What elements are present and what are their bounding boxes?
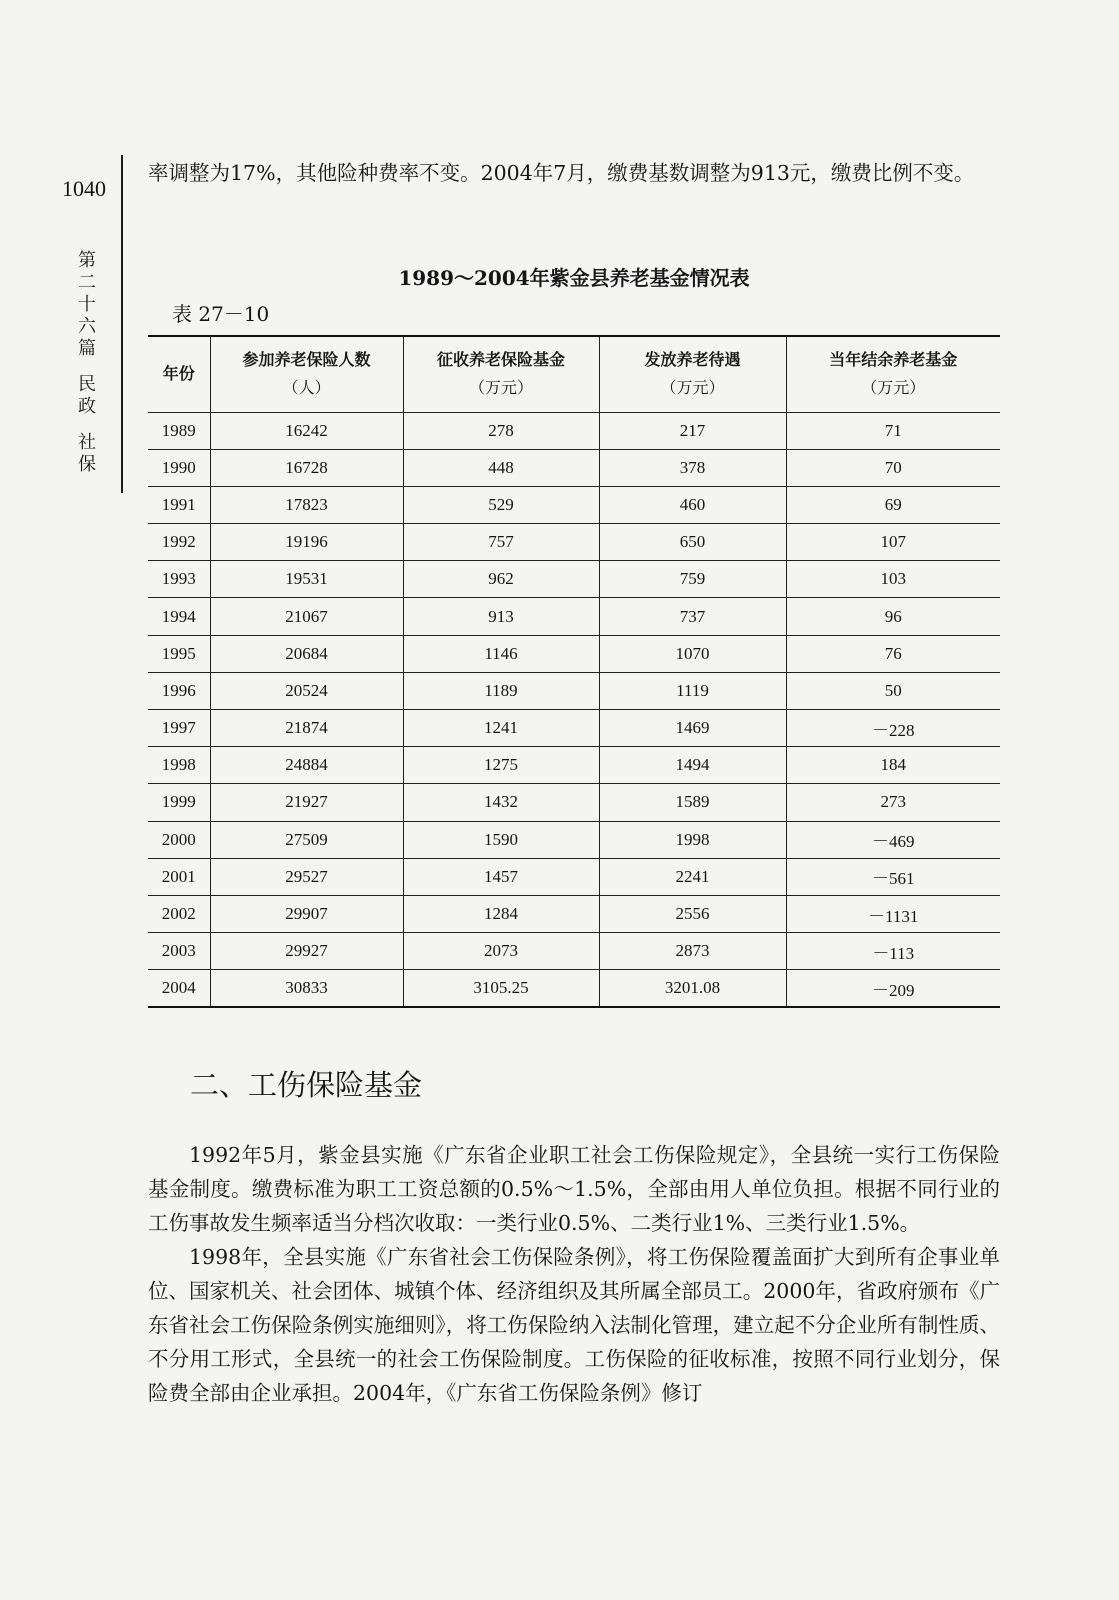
side-title-char: 第 [78, 250, 96, 271]
table-cell: 278 [403, 412, 599, 449]
table-cell: 460 [599, 486, 786, 523]
table-cell: 2001 [148, 858, 210, 895]
column-header-label: 征收养老保险基金 [436, 350, 565, 370]
table-cell: 20684 [210, 635, 403, 672]
column-header [599, 336, 786, 412]
table-cell: 1275 [403, 747, 599, 784]
table-cell: 1996 [148, 672, 210, 709]
table-body [148, 412, 1000, 1007]
side-title-gap [74, 418, 100, 432]
table-title: 1989～2004年紫金县养老基金情况表 [398, 266, 750, 290]
table-cell: 16242 [210, 412, 403, 449]
table-cell: 21874 [210, 710, 403, 747]
table-cell: 30833 [210, 970, 403, 1007]
side-title-char: 十 [78, 294, 96, 315]
table-cell: 69 [786, 486, 1000, 523]
table-cell: 1994 [148, 598, 210, 635]
column-header [148, 336, 210, 412]
page-number: 1040 [62, 176, 106, 201]
table-cell: 184 [786, 747, 1000, 784]
table-row [148, 672, 1000, 709]
table-row [148, 710, 1000, 747]
table-cell: 76 [786, 635, 1000, 672]
table-cell: 19531 [210, 561, 403, 598]
column-header-label: 年份 [162, 364, 195, 384]
table-cell: 737 [599, 598, 786, 635]
column-header-unit: （万元） [660, 378, 725, 398]
table-row [148, 933, 1000, 970]
table-cell: 1469 [599, 710, 786, 747]
table-cell: 2873 [599, 933, 786, 970]
table-header-row [148, 336, 1000, 412]
table-row [148, 747, 1000, 784]
table-cell: 378 [599, 449, 786, 486]
table-cell: 50 [786, 672, 1000, 709]
column-header [786, 336, 1000, 412]
side-title-char: 社 [78, 432, 96, 453]
table-cell: 2073 [403, 933, 599, 970]
table-cell: 529 [403, 486, 599, 523]
table-cell: 2556 [599, 895, 786, 932]
table-cell: 1432 [403, 784, 599, 821]
table-cell: 1992 [148, 524, 210, 561]
table-row [148, 449, 1000, 486]
table-cell: 1997 [148, 710, 210, 747]
table-row [148, 858, 1000, 895]
table-cell: 2000 [148, 821, 210, 858]
table-cell: 1241 [403, 710, 599, 747]
intro-text: 率调整为17%，其他险种费率不变。2004年7月，缴费基数调整为913元，缴费比例不变。 [148, 161, 975, 185]
table-cell: 1146 [403, 635, 599, 672]
table-row [148, 970, 1000, 1007]
column-header-unit: （人） [282, 378, 331, 398]
table-row [148, 598, 1000, 635]
table-cell: －209 [786, 970, 1000, 1007]
table-row [148, 895, 1000, 932]
table-cell: 1993 [148, 561, 210, 598]
table-cell: 29927 [210, 933, 403, 970]
column-header-unit: （万元） [468, 378, 533, 398]
table-cell: 70 [786, 449, 1000, 486]
table-number: 表 27－10 [172, 302, 270, 326]
column-header-label: 发放养老待遇 [644, 350, 741, 370]
side-title-char: 六 [78, 316, 96, 337]
pension-fund-table [148, 335, 1000, 1008]
table-cell: 29527 [210, 858, 403, 895]
table-cell: 2002 [148, 895, 210, 932]
table-cell: 1284 [403, 895, 599, 932]
table-row [148, 412, 1000, 449]
table-cell: 3105.25 [403, 970, 599, 1007]
table-cell: 21067 [210, 598, 403, 635]
intro-paragraph [148, 156, 1000, 190]
chapter-side-title [74, 250, 100, 476]
column-header-label: 参加养老保险人数 [242, 350, 371, 370]
margin-rule [121, 155, 123, 493]
table-cell: －228 [786, 710, 1000, 747]
table-cell: 1189 [403, 672, 599, 709]
table-cell: 1119 [599, 672, 786, 709]
table-cell: 1494 [599, 747, 786, 784]
table-cell: 103 [786, 561, 1000, 598]
table-cell: 962 [403, 561, 599, 598]
table-cell: 1990 [148, 449, 210, 486]
table-cell: 1989 [148, 412, 210, 449]
column-header-unit: （万元） [861, 378, 926, 398]
table-cell: 448 [403, 449, 599, 486]
table-cell: 1070 [599, 635, 786, 672]
section-heading: 二、工伤保险基金 [190, 1068, 423, 1102]
table-row [148, 486, 1000, 523]
table-cell: 273 [786, 784, 1000, 821]
table-cell: 1999 [148, 784, 210, 821]
paragraph-2: 1998年，全县实施《广东省社会工伤保险条例》，将工伤保险覆盖面扩大到所有企事业单位、国家机关、社会团体、城镇个体、经济组织及其所属全部员工。2000年，省政府颁布《广东省社会工伤保险条例实施细则》，将工伤保险纳入法制化管理，建立起不分企业所有制性质、不分用工形式，全县统一的社会工伤保险制度。工伤保险的征收标准，按照不同行业划分，保险费全部由企业承担。2004年，《广东省工伤保险条例》修订 [148, 1245, 1000, 1405]
table-cell: 20524 [210, 672, 403, 709]
table-cell: 1590 [403, 821, 599, 858]
side-title-gap [74, 360, 100, 374]
side-title-char: 二 [78, 272, 96, 293]
table-cell: 2004 [148, 970, 210, 1007]
table-cell: 16728 [210, 449, 403, 486]
table-cell: 1589 [599, 784, 786, 821]
table-cell: 17823 [210, 486, 403, 523]
table-cell: 71 [786, 412, 1000, 449]
table-cell: 1457 [403, 858, 599, 895]
table-cell: 650 [599, 524, 786, 561]
table-row [148, 784, 1000, 821]
column-header [403, 336, 599, 412]
table-cell: 913 [403, 598, 599, 635]
table-cell: 1998 [148, 747, 210, 784]
side-title-char: 民 [78, 374, 96, 395]
table-cell: 757 [403, 524, 599, 561]
table-cell: －469 [786, 821, 1000, 858]
table-cell: 107 [786, 524, 1000, 561]
table-cell: 1995 [148, 635, 210, 672]
table-cell: 21927 [210, 784, 403, 821]
side-title-char: 保 [78, 454, 96, 475]
table-cell: －561 [786, 858, 1000, 895]
side-title-char: 篇 [78, 338, 96, 359]
column-header-label: 当年结余养老基金 [829, 350, 958, 370]
table-cell: 27509 [210, 821, 403, 858]
table-cell: －113 [786, 933, 1000, 970]
table-cell: 24884 [210, 747, 403, 784]
table-cell: 1991 [148, 486, 210, 523]
column-header [210, 336, 403, 412]
table-cell: 217 [599, 412, 786, 449]
table-row [148, 821, 1000, 858]
table-cell: 2003 [148, 933, 210, 970]
paragraph-1: 1992年5月，紫金县实施《广东省企业职工社会工伤保险规定》，全县统一实行工伤保险基金制度。缴费标准为职工工资总额的0.5%～1.5%，全部由用人单位负担。根据不同行业的工伤事故发生频率适当分档次收取：一类行业0.5%、二类行业1%、三类行业1.5%。 [148, 1143, 1000, 1235]
section-body [148, 1138, 1000, 1410]
table-cell: 1998 [599, 821, 786, 858]
table-cell: 759 [599, 561, 786, 598]
table-cell: 96 [786, 598, 1000, 635]
side-title-char: 政 [78, 396, 96, 417]
table-cell: 3201.08 [599, 970, 786, 1007]
table-cell: 2241 [599, 858, 786, 895]
table-cell: 19196 [210, 524, 403, 561]
table-cell: 29907 [210, 895, 403, 932]
table-row [148, 635, 1000, 672]
table-row [148, 524, 1000, 561]
table-cell: －1131 [786, 895, 1000, 932]
table-row [148, 561, 1000, 598]
